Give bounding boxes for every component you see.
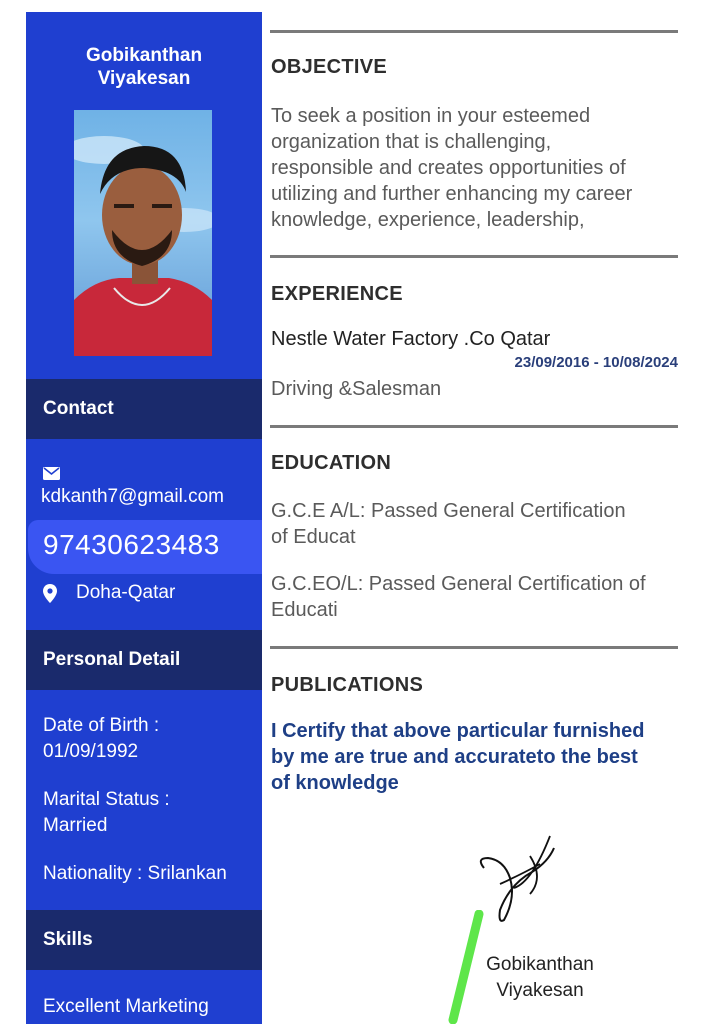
email-link[interactable]: kdkanth7@gmail.com: [41, 486, 224, 507]
skills-heading: Skills: [26, 910, 262, 970]
objective-line: utilizing and further enhancing my career: [271, 183, 633, 205]
divider: [270, 425, 678, 428]
experience-heading: EXPERIENCE: [271, 283, 403, 305]
declaration-line: I Certify that above particular furnished: [271, 720, 645, 742]
map-pin-icon: [43, 584, 57, 602]
signature-name-line: Gobikanthan: [486, 954, 594, 975]
divider: [270, 30, 678, 33]
handwritten-signature: [470, 828, 580, 928]
objective-line: To seek a position in your esteemed: [271, 105, 591, 127]
declaration-line: by me are true and accurateto the best: [271, 746, 638, 768]
experience-dates: 23/09/2016 - 10/08/2024: [514, 354, 678, 371]
objective-line: organization that is challenging,: [271, 131, 552, 153]
experience-company: Nestle Water Factory .Co Qatar: [271, 328, 551, 350]
nationality-text: Nationality : Srilankan: [43, 863, 227, 884]
education-item-line: of Educat: [271, 526, 356, 548]
profile-photo: [74, 110, 212, 356]
education-item-line: G.C.E A/L: Passed General Certification: [271, 500, 626, 522]
divider: [270, 255, 678, 258]
education-heading: EDUCATION: [271, 452, 392, 474]
personal-detail-heading: Personal Detail: [26, 630, 262, 690]
profile-photo-illustration: [74, 110, 212, 356]
objective-text: [271, 103, 632, 233]
declaration-text: [271, 718, 671, 796]
sidebar: [26, 12, 262, 1024]
contact-heading: Contact: [26, 379, 262, 439]
experience-role: Driving &Salesman: [271, 378, 442, 400]
objective-line: responsible and creates opportunities of: [271, 157, 626, 179]
divider: [270, 646, 678, 649]
profile-name-line-1: Gobikanthan: [85, 45, 203, 66]
dob-label: Date of Birth :: [43, 715, 160, 736]
signature-name-line: Viyakesan: [496, 980, 584, 1001]
dob-value: 01/09/1992: [43, 741, 139, 762]
education-item-line: Educati: [271, 599, 338, 621]
skill-item: Excellent Marketing: [43, 996, 209, 1017]
education-item: [271, 498, 626, 550]
envelope-icon: [43, 462, 59, 476]
declaration-line: of knowledge: [271, 772, 399, 794]
profile-name: [26, 44, 262, 90]
profile-name-line-2: Viyakesan: [97, 68, 191, 89]
signature-name: [470, 952, 610, 1004]
marital-value: Married: [43, 815, 108, 836]
phone-number[interactable]: 97430623483: [43, 529, 220, 560]
publications-heading: PUBLICATIONS: [271, 674, 424, 696]
education-item: [271, 571, 646, 623]
objective-line: knowledge, experience, leadership,: [271, 209, 585, 231]
objective-heading: OBJECTIVE: [271, 56, 388, 78]
marital-label: Marital Status :: [43, 789, 170, 810]
location-text: Doha-Qatar: [76, 582, 176, 603]
education-item-line: G.C.EO/L: Passed General Certification of: [271, 573, 646, 595]
main-content: [270, 0, 680, 1024]
